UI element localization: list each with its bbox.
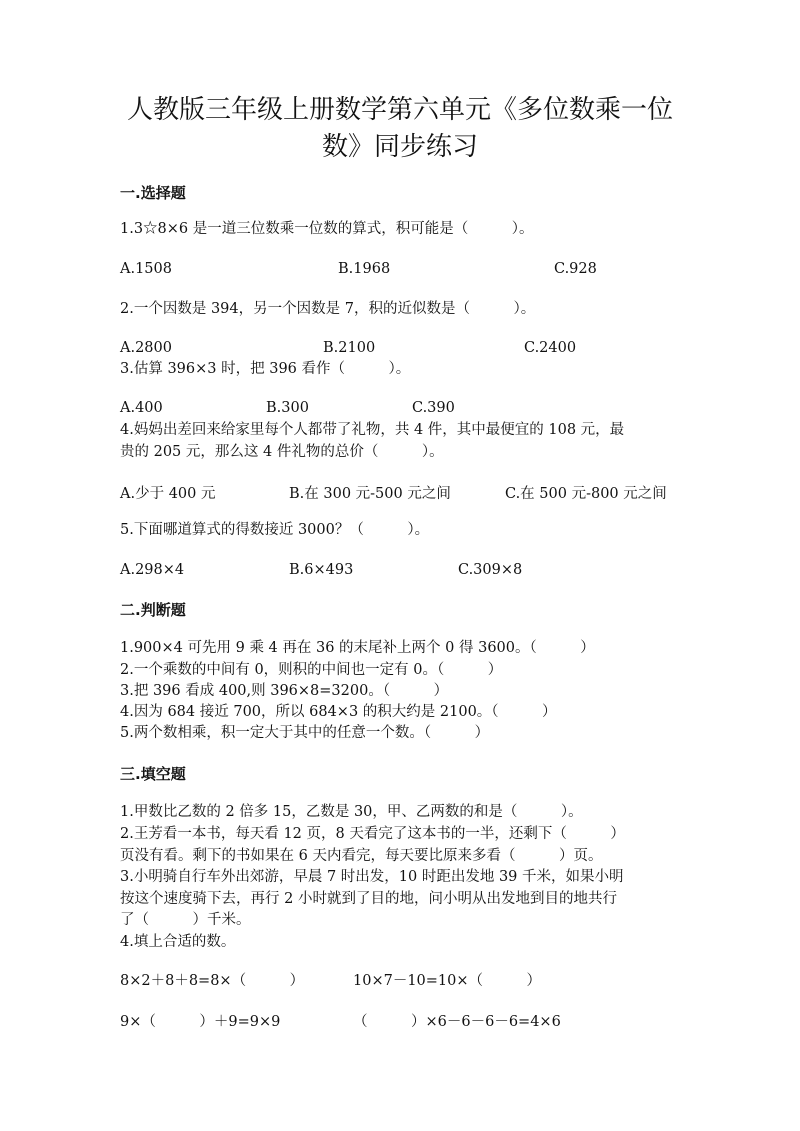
choice-5-option-b: B.6×493 bbox=[289, 562, 354, 578]
fill-equation-3: 9×（ ）＋9=9×9 bbox=[120, 1014, 281, 1030]
choice-5-option-a: A.298×4 bbox=[120, 562, 185, 578]
choice-2-option-b: B.2100 bbox=[323, 340, 376, 356]
choice-2-option-c: C.2400 bbox=[524, 340, 577, 356]
fill-question-3-line-2: 按这个速度骑下去，再行 2 小时就到了目的地，问小明从出发地到目的地共行 bbox=[120, 891, 617, 907]
fill-equation-1: 8×2＋8＋8=8×（ ） bbox=[120, 973, 305, 989]
fill-question-1: 1.甲数比乙数的 2 倍多 15，乙数是 30，甲、乙两数的和是（ ）。 bbox=[120, 804, 583, 820]
fill-question-2-line-1: 2.王芳看一本书，每天看 12 页，8 天看完了这本书的一半，还剩下（ ） bbox=[120, 826, 625, 842]
judgement-item-3: 3.把 396 看成 400,则 396×8=3200。（ ） bbox=[120, 683, 449, 699]
fill-question-2-line-2: 页没有看。剩下的书如果在 6 天内看完，每天要比原来多看（ ）页。 bbox=[120, 848, 603, 864]
choice-4-option-a: A.少于 400 元 bbox=[120, 486, 216, 502]
judgement-item-5: 5.两个数相乘，积一定大于其中的任意一个数。（ ） bbox=[120, 725, 490, 741]
section-heading-choice: 一.选择题 bbox=[120, 184, 186, 202]
choice-1-option-a: A.1508 bbox=[120, 261, 172, 277]
judgement-item-1: 1.900×4 可先用 9 乘 4 再在 36 的末尾补上两个 0 得 3600。（ ） bbox=[120, 640, 595, 656]
choice-4-option-b: B.在 300 元-500 元之间 bbox=[289, 486, 451, 502]
choice-question-5: 5.下面哪道算式的得数接近 3000？（ ）。 bbox=[120, 522, 430, 538]
section-heading-fill-blank: 三.填空题 bbox=[120, 765, 186, 783]
judgement-item-4: 4.因为 684 接近 700，所以 684×3 的积大约是 2100。（ ） bbox=[120, 704, 557, 720]
choice-2-option-a: A.2800 bbox=[120, 340, 172, 356]
title-line-2: 数》同步练习 bbox=[321, 132, 478, 162]
choice-question-2: 2.一个因数是 394，另一个因数是 7，积的近似数是（ ）。 bbox=[120, 301, 536, 317]
fill-equation-4: （ ）×6－6－6－6=4×6 bbox=[353, 1014, 561, 1030]
choice-3-option-a: A.400 bbox=[120, 400, 163, 416]
page-title bbox=[118, 92, 682, 166]
fill-question-3-line-3: 了（ ）千米。 bbox=[120, 912, 251, 928]
choice-1-option-c: C.928 bbox=[554, 261, 597, 277]
choice-3-option-c: C.390 bbox=[412, 400, 455, 416]
choice-1-option-b: B.1968 bbox=[338, 261, 391, 277]
choice-3-option-b: B.300 bbox=[266, 400, 309, 416]
choice-question-4-line-1: 4.妈妈出差回来给家里每个人都带了礼物，共 4 件，其中最便宜的 108 元，最 bbox=[120, 422, 625, 438]
section-heading-judgement: 二.判断题 bbox=[120, 601, 186, 619]
choice-question-1: 1.3☆8×6 是一道三位数乘一位数的算式，积可能是（ ）。 bbox=[120, 221, 534, 237]
title-line-1: 人教版三年级上册数学第六单元《多位数乘一位 bbox=[126, 95, 673, 125]
judgement-item-2: 2.一个乘数的中间有 0，则积的中间也一定有 0。（ ） bbox=[120, 662, 503, 678]
choice-4-option-c: C.在 500 元-800 元之间 bbox=[505, 486, 667, 502]
fill-question-3-line-1: 3.小明骑自行车外出郊游，早晨 7 时出发，10 时距出发地 39 千米，如果小明 bbox=[120, 869, 624, 885]
choice-question-3: 3.估算 396×3 时，把 396 看作（ ）。 bbox=[120, 361, 411, 377]
fill-equation-2: 10×7－10=10×（ ） bbox=[353, 973, 542, 989]
choice-5-option-c: C.309×8 bbox=[458, 562, 523, 578]
fill-question-4: 4.填上合适的数。 bbox=[120, 934, 236, 950]
choice-question-4-line-2: 贵的 205 元，那么这 4 件礼物的总价（ ）。 bbox=[120, 444, 444, 460]
